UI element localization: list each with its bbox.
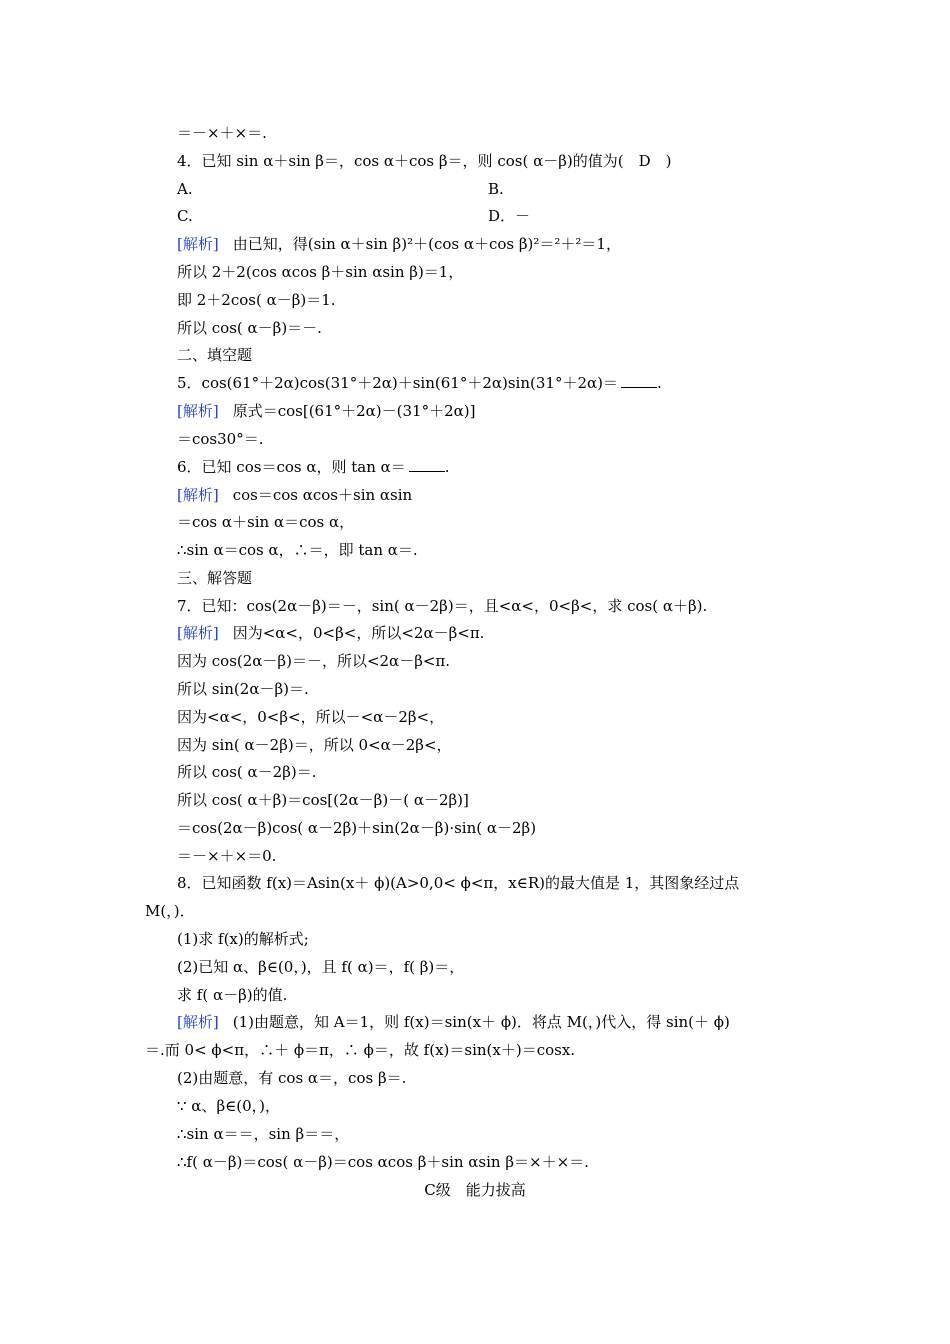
text-line: 所以 cos( α－β)＝－. bbox=[177, 319, 322, 337]
analysis-tag: [解析] bbox=[177, 402, 219, 420]
text-line: ＝－×＋×＝0. bbox=[177, 847, 277, 865]
analysis-line: [解析] 由已知，得(sin α＋sin β)²＋(cos α＋cos β)²＝²＋²＝1， bbox=[177, 235, 621, 253]
answer-blank bbox=[621, 373, 657, 388]
text-line: M(，)． bbox=[145, 902, 195, 920]
text-line: 因为 sin( α－2β)＝，所以 0<α－2β<， bbox=[177, 736, 452, 754]
text-line: ∴sin α＝cos α，∴＝，即 tan α＝. bbox=[177, 541, 418, 559]
text-line: (2)由题意，有 cos α＝，cos β＝. bbox=[177, 1069, 407, 1087]
section-heading: 三、解答题 bbox=[177, 569, 253, 587]
text-line: 即 2＋2cos( α－β)＝1. bbox=[177, 291, 336, 309]
analysis-line: [解析] (1)由题意，知 A＝1，则 f(x)＝sin(x＋ ϕ)．将点 M(，)代入，得 sin(＋ ϕ) bbox=[177, 1013, 730, 1031]
question-4: 4．已知 sin α＋sin β＝，cos α＋cos β＝，则 cos( α－β)的值为( D ) bbox=[177, 152, 672, 170]
text-line: ＝cos(2α－β)cos( α－2β)＋sin(2α－β)·sin( α－2β) bbox=[177, 819, 537, 837]
text-line: ＝cos α＋sin α＝cos α， bbox=[177, 513, 355, 531]
question-7: 7．已知：cos(2α－β)＝－，sin( α－2β)＝，且<α<，0<β<，求 cos( α＋β). bbox=[177, 597, 708, 615]
option-c: C. bbox=[177, 207, 193, 225]
text-line: 所以 2＋2(cos αcos β＋sin αsin β)＝1， bbox=[177, 263, 464, 281]
text-line: 所以 cos( α－2β)＝. bbox=[177, 763, 317, 781]
section-heading: 二、填空题 bbox=[177, 346, 253, 364]
analysis-line: [解析] cos＝cos αcos＋sin αsin bbox=[177, 486, 413, 504]
question-6: 6．已知 cos＝cos α，则 tan α＝ . bbox=[177, 458, 450, 476]
text-line: 因为 cos(2α－β)＝－，所以<2α－β<π. bbox=[177, 652, 451, 670]
text-line: ＝cos30°＝. bbox=[177, 430, 264, 448]
text-line: 求 f( α－β)的值. bbox=[177, 986, 288, 1004]
option-d: D．－ bbox=[488, 207, 531, 225]
text-line: (2)已知 α、β∈(0，)，且 f( α)＝，f( β)＝， bbox=[177, 958, 465, 976]
text-line: 所以 cos( α＋β)＝cos[(2α－β)－( α－2β)] bbox=[177, 791, 469, 809]
text-line: ∴f( α－β)＝cos( α－β)＝cos αcos β＋sin αsin β＝×＋×＝. bbox=[177, 1153, 589, 1171]
analysis-line: [解析] 因为<α<，0<β<，所以<2α－β<π. bbox=[177, 624, 485, 642]
text-line: ∴sin α＝＝，sin β＝＝， bbox=[177, 1125, 350, 1143]
analysis-tag: [解析] bbox=[177, 624, 219, 642]
option-a: A. bbox=[177, 180, 193, 198]
section-heading-c: C级 能力拔高 bbox=[424, 1181, 526, 1199]
text-line: 因为<α<，0<β<，所以－<α－2β<， bbox=[177, 708, 445, 726]
analysis-tag: [解析] bbox=[177, 1013, 219, 1031]
question-5: 5．cos(61°＋2α)cos(31°＋2α)＋sin(61°＋2α)sin(31°＋2α)＝ . bbox=[177, 374, 662, 392]
analysis-line: [解析] 原式＝cos[(61°＋2α)－(31°＋2α)] bbox=[177, 402, 476, 420]
answer-blank bbox=[409, 457, 445, 472]
text-line: ∵ α、β∈(0，)， bbox=[177, 1097, 280, 1115]
text-line: ＝－×＋×＝. bbox=[177, 124, 267, 142]
text-line: (1)求 f(x)的解析式; bbox=[177, 930, 309, 948]
option-b: B. bbox=[488, 180, 504, 198]
analysis-tag: [解析] bbox=[177, 235, 219, 253]
text-line: ＝.而 0< ϕ<π，∴＋ ϕ＝π，∴ ϕ＝，故 f(x)＝sin(x＋)＝cosx. bbox=[145, 1041, 576, 1059]
analysis-tag: [解析] bbox=[177, 486, 219, 504]
text-line: 所以 sin(2α－β)＝. bbox=[177, 680, 309, 698]
question-8: 8．已知函数 f(x)＝Asin(x＋ ϕ)(A>0,0< ϕ<π，x∈R)的最大值是 1，其图象经过点 bbox=[177, 874, 740, 892]
